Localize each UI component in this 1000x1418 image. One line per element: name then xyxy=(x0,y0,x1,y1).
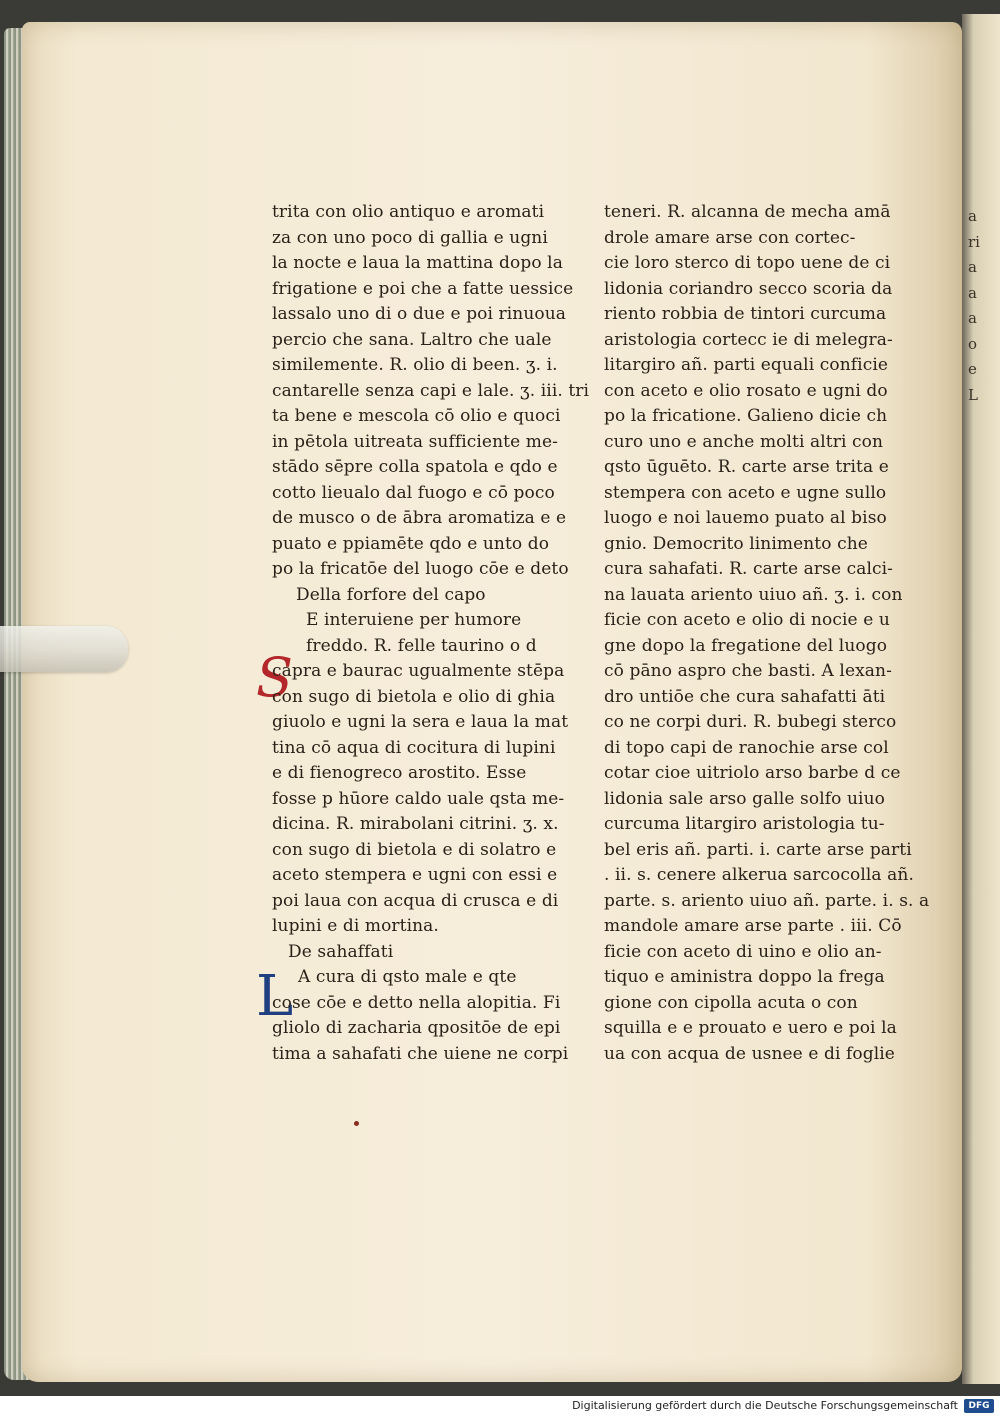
text-line: parte. s. ariento uiuo añ. parte. i. s. a xyxy=(604,890,930,911)
text-line: riento robbia de tintori curcuma xyxy=(604,304,887,324)
text-line: dro untiōe che cura sahafatti āti xyxy=(604,686,886,707)
text-line: lidonia coriandro secco scoria da xyxy=(604,278,893,299)
text-line: percio che sana. Laltro che uale xyxy=(272,329,552,350)
text-line: . ii. s. cenere alkerua sarcocolla añ. xyxy=(604,865,914,885)
adjacent-page-fragment: a xyxy=(968,309,977,327)
text-line: na lauata ariento uiuo añ. ʒ. i. con xyxy=(604,584,903,605)
text-line: lassalo uno di o due e poi rinuoua xyxy=(272,304,567,324)
text-line: cie loro sterco di topo uene de ci xyxy=(604,253,891,273)
text-line: de musco o de ābra aromatiza e e xyxy=(272,508,567,528)
text-line: con aceto e olio rosato e ugni do xyxy=(604,380,888,401)
text-line: e di fienogreco arostito. Esse xyxy=(272,763,527,783)
text-line: capra e baurac ugualmente stēpa xyxy=(272,661,565,681)
text-line: tiquo e aministra doppo la frega xyxy=(604,967,885,987)
text-line: stempera con aceto e ugne sullo xyxy=(604,482,887,503)
dfg-logo: DFG xyxy=(964,1399,994,1413)
adjacent-page-fragment: e xyxy=(968,360,977,378)
text-line: mandole amare arse parte . iii. Cō xyxy=(604,916,902,936)
text-line: tina cō aqua di cocitura di lupini xyxy=(272,737,556,758)
text-line: qsto ūguēto. R. carte arse trita e xyxy=(604,457,889,477)
footer-bar xyxy=(0,1396,1000,1418)
text-line: tima a sahafati che uiene ne corpi xyxy=(272,1043,569,1064)
adjacent-page-fragment: o xyxy=(968,334,978,353)
adjacent-page-fragment: a xyxy=(968,207,977,225)
text-line: in pētola uitreata sufficiente me- xyxy=(272,431,558,452)
text-line: litargiro añ. parti equali conficie xyxy=(604,355,889,375)
text-line: gne dopo la fregatione del luogo xyxy=(604,635,888,656)
text-line: teneri. R. alcanna de mecha amā xyxy=(604,202,891,222)
text-line: freddo. R. felle taurino o d xyxy=(306,635,537,656)
text-line: co ne corpi duri. R. bubegi sterco xyxy=(604,712,897,732)
bookmark-tab xyxy=(0,626,128,672)
text-line: frigatione e poi che a fatte uessice xyxy=(272,278,574,299)
text-line: squilla e e prouato e uero e poi la xyxy=(604,1018,897,1038)
adjacent-page-edge xyxy=(962,14,1000,1384)
text-line: aceto stempera e ugni con essi e xyxy=(272,865,558,885)
footer-credit: Digitalisierung gefördert durch die Deutsche Forschungsgemeinschaft xyxy=(572,1399,958,1412)
text-line: la nocte e laua la mattina dopo la xyxy=(272,253,563,273)
red-initial-s: S xyxy=(256,646,293,709)
text-line: gliolo di zacharia qpositōe de epi xyxy=(272,1018,561,1038)
adjacent-page-text xyxy=(962,204,980,408)
text-line: curcuma litargiro aristologia tu- xyxy=(604,814,885,834)
text-line: similemente. R. olio di been. ʒ. i. xyxy=(272,355,558,375)
text-line: ta bene e mescola cō olio e quoci xyxy=(272,406,561,426)
ink-dot xyxy=(354,1121,359,1126)
text-line: con sugo di bietola e olio di ghia xyxy=(272,686,556,707)
text-line: gnio. Democrito linimento che xyxy=(604,533,868,554)
text-line: za con uno poco di gallia e ugni xyxy=(272,227,548,248)
text-line: puato e ppiamēte qdo e unto do xyxy=(272,533,550,554)
text-line: E interuiene per humore xyxy=(306,610,522,630)
text-line: di topo capi de ranochie arse col xyxy=(604,737,889,758)
text-line: lupini e di mortina. xyxy=(272,916,439,936)
text-line: cantarelle senza capi e lale. ʒ. iii. tri xyxy=(272,380,590,401)
text-line: drole amare arse con cortec- xyxy=(604,227,856,248)
text-line: luogo e noi lauemo puato al biso xyxy=(604,508,887,528)
text-line: giuolo e ugni la sera e laua la mat xyxy=(272,712,569,732)
right-text-column xyxy=(604,200,930,1067)
text-line: fosse p hūore caldo uale qsta me- xyxy=(272,788,565,809)
text-line: curo uno e anche molti altri con xyxy=(604,431,883,452)
text-line: gione con cipolla acuta o con xyxy=(604,992,858,1013)
text-line: ficie con aceto e olio di nocie e u xyxy=(604,610,890,630)
text-line: lidonia sale arso galle solfo uiuo xyxy=(604,788,885,809)
adjacent-page-fragment: L xyxy=(968,385,978,404)
text-line: aristologia cortecc ie di melegra- xyxy=(604,329,893,350)
text-line: bel eris añ. parti. i. carte arse parti xyxy=(604,839,912,860)
text-line: con sugo di bietola e di solatro e xyxy=(272,839,557,860)
text-line: ficie con aceto di uino e olio an- xyxy=(604,941,882,962)
left-text-column xyxy=(272,200,590,1067)
text-line: cotar cioe uitriolo arso barbe d ce xyxy=(604,763,901,783)
text-line: trita con olio antiquo e aromati xyxy=(272,202,545,222)
text-line: po la fricatione. Galieno dicie ch xyxy=(604,406,888,426)
section-heading: De sahaffati xyxy=(288,941,394,962)
text-line: po la fricatōe del luogo cōe e deto xyxy=(272,559,569,579)
text-line: poi laua con acqua di crusca e di xyxy=(272,890,559,911)
adjacent-page-fragment: a xyxy=(968,283,977,302)
section-heading: Della forfore del capo xyxy=(296,584,486,605)
text-line: cura sahafati. R. carte arse calci- xyxy=(604,559,894,579)
text-line: cose cōe e detto nella alopitia. Fi xyxy=(272,992,561,1013)
text-line: ua con acqua de usnee e di foglie xyxy=(604,1043,895,1064)
text-line: stādo sēpre colla spatola e qdo e xyxy=(272,457,558,477)
text-line: cō pāno aspro che basti. A lexan- xyxy=(604,661,892,681)
adjacent-page-fragment: ri xyxy=(968,232,980,251)
text-line: dicina. R. mirabolani citrini. ʒ. x. xyxy=(272,814,559,834)
blue-initial-l: L xyxy=(256,964,294,1029)
text-line: A cura di qsto male e qte xyxy=(298,967,517,987)
text-line: cotto lieualo dal fuogo e cō poco xyxy=(272,482,555,503)
adjacent-page-fragment: a xyxy=(968,258,977,276)
